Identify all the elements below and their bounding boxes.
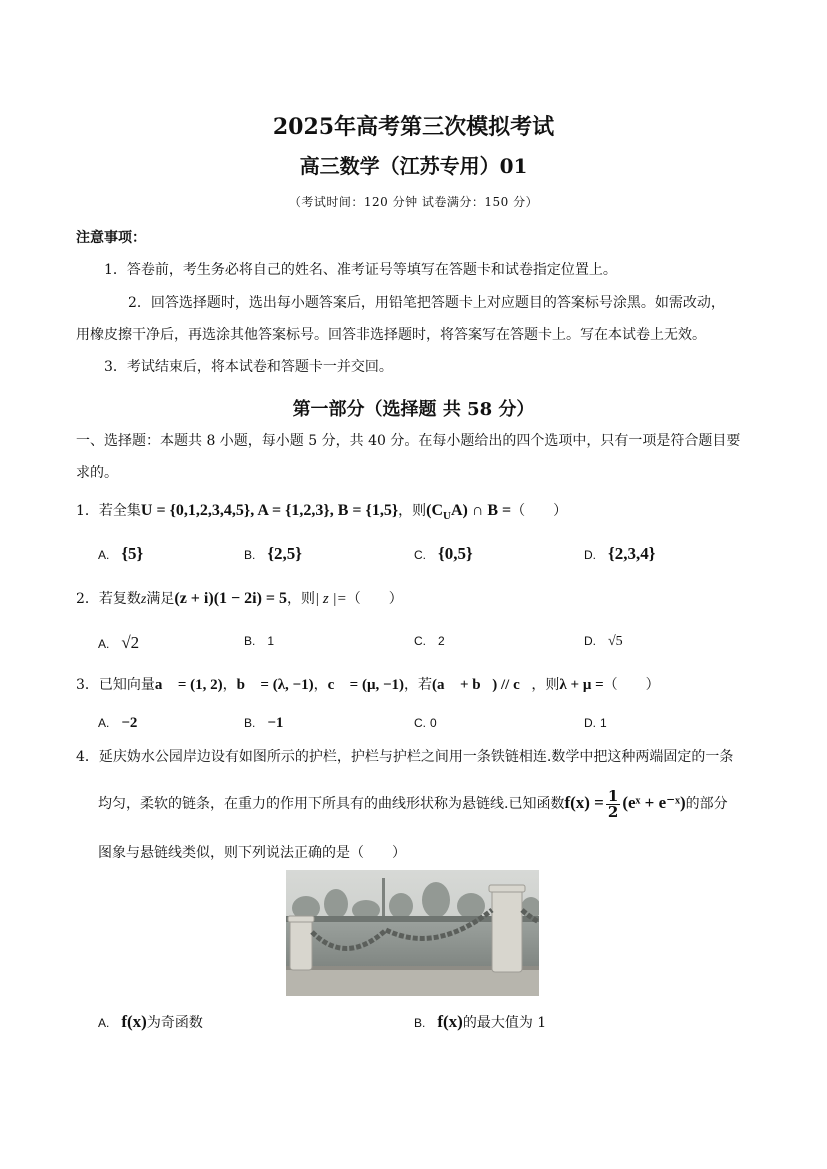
part1-heading: 第一部分（选择题 共 58 分） xyxy=(292,399,535,420)
notes-heading: 注意事项： xyxy=(76,230,146,246)
question-text: 延庆妫水公园岸边设有如图所示的护栏，护栏与护栏之间用一条铁链相连.数学中把这种两端固定的一条 xyxy=(98,749,734,765)
q3-option-d: D. 1 xyxy=(584,716,607,730)
math-expression: λ + μ = xyxy=(559,677,604,693)
question-text: ，若 xyxy=(404,677,433,693)
math-expression: U = {0,1,2,3,4,5}, A = {1,2,3}, B = {1,5} xyxy=(140,502,399,519)
vector-c: c⃗ = (μ, −1) xyxy=(327,677,405,693)
question-text: 若复数 xyxy=(98,591,141,607)
exam-subtitle: 高三数学（江苏专用）01 xyxy=(299,154,528,178)
answer-blank: （ ） xyxy=(603,677,660,693)
math-subscript: U xyxy=(443,509,451,522)
math-variable: z xyxy=(140,592,147,607)
question-1 xyxy=(76,502,567,525)
exam-title: 2025年高考第三次模拟考试 xyxy=(272,114,555,140)
question-number: 1． xyxy=(76,503,99,519)
q4-option-a: A. f(x)为奇函数 xyxy=(98,1012,203,1031)
q4-option-b: B. f(x)的最大值为 1 xyxy=(414,1012,547,1031)
question-number: 4． xyxy=(76,749,99,765)
math-expression: A) ∩ B = xyxy=(450,502,512,519)
question-text: ，则 xyxy=(398,503,427,519)
vector-b: b⃗ = (λ, −1) xyxy=(236,677,314,693)
note-item-3: 3．考试结束后，将本试卷和答题卡一并交回。 xyxy=(104,359,393,375)
question-4-line-3: 图象与悬链线类似，则下列说法正确的是（ ） xyxy=(98,845,406,861)
question-4-line-2 xyxy=(98,788,728,820)
q1-option-a: A. {5} xyxy=(98,544,144,563)
section-instructions-line-1: 一、选择题：本题共 8 小题，每小题 5 分，共 40 分。在每小题给出的四个选项中，只有一项是符合题目要 xyxy=(76,433,741,449)
note-item-2-line-2: 用橡皮擦干净后，再选涂其他答案标号。回答非选择题时，将答案写在答题卡上。写在本试卷上无效。 xyxy=(76,327,706,343)
math-expression: (z + i)(1 − 2i) = 5 xyxy=(174,590,288,607)
q3-option-c: C. 0 xyxy=(414,716,437,730)
vector-a: a⃗ = (1, 2) xyxy=(154,677,223,693)
question-4-line-1 xyxy=(76,748,733,766)
fraction-one-half: $\frac{1}{2}$ xyxy=(607,786,619,821)
q1-option-d: D. {2,3,4} xyxy=(584,544,656,563)
answer-blank: （ ） xyxy=(511,503,568,519)
question-text: 已知向量 xyxy=(98,677,155,693)
math-expression: | z |= xyxy=(315,591,347,607)
question-text: 满足 xyxy=(146,591,175,607)
function-lhs: f(x) = xyxy=(564,793,604,812)
question-text: 均匀，柔软的链条，在重力的作用下所具有的曲线形状称为悬链线.已知函数 xyxy=(98,796,565,812)
exam-info: （考试时间：120 分钟 试卷满分：150 分） xyxy=(288,195,539,209)
question-text: ，则 xyxy=(287,591,316,607)
q2-option-b: B. 1 xyxy=(244,634,275,648)
railing-chain-photo xyxy=(286,870,539,996)
q2-option-d: D. √5 xyxy=(584,634,623,649)
question-2 xyxy=(76,590,403,609)
q3-option-a: A. −2 xyxy=(98,715,138,731)
note-item-2-line-1: 2．回答选择题时，选出每小题答案后，用铅笔把答题卡上对应题目的答案标号涂黑。如需改动， xyxy=(128,295,725,311)
question-text: ，则 xyxy=(531,677,560,693)
question-text: 若全集 xyxy=(98,503,141,519)
q1-option-c: C. {0,5} xyxy=(414,544,473,563)
note-item-1: 1．答卷前，考生务必将自己的姓名、准考证号等填写在答题卡和试卷指定位置上。 xyxy=(104,262,617,278)
question-number: 3． xyxy=(76,677,99,693)
answer-blank: （ ） xyxy=(346,591,403,607)
question-number: 2． xyxy=(76,591,99,607)
q3-option-b: B. −1 xyxy=(244,715,284,731)
function-rhs: (eˣ + e⁻ˣ) xyxy=(622,793,686,812)
question-3: 3．已知向量a⃗ = (1, 2)，b⃗ = (λ, −1)，c⃗ = (μ, −1)，若(a⃗ + b⃗) // c⃗，则λ + μ =（ ） xyxy=(76,677,660,693)
q2-option-c: C. 2 xyxy=(414,634,445,648)
question-text: 的部分 xyxy=(685,796,728,812)
section-instructions-line-2: 求的。 xyxy=(76,465,118,481)
q2-option-a: A. √2 xyxy=(98,633,140,652)
math-expression: (C xyxy=(426,502,444,519)
math-expression: (a⃗ + b⃗) // c⃗ xyxy=(432,677,532,693)
q1-option-b: B. {2,5} xyxy=(244,544,302,563)
